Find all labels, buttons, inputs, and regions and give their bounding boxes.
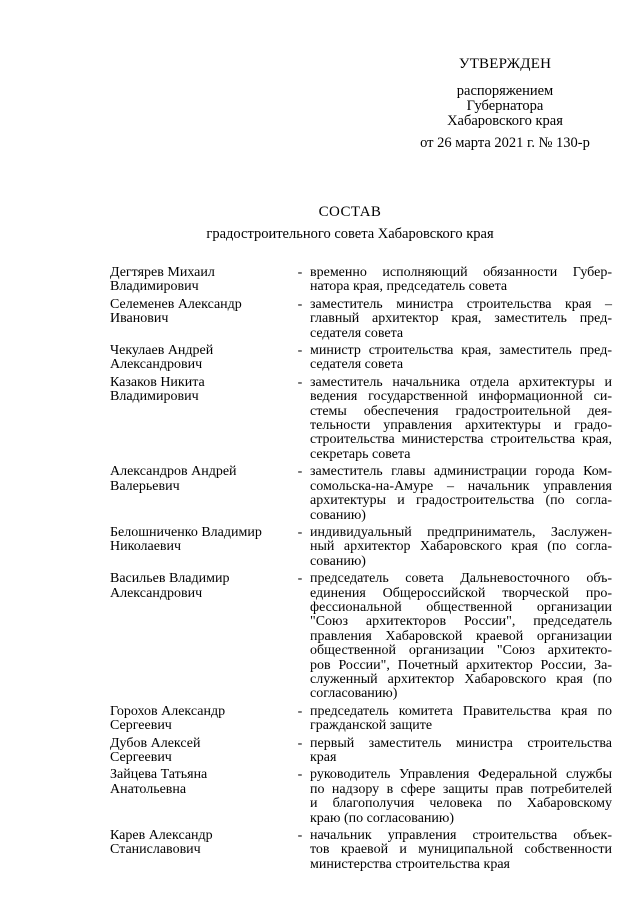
member-position-line: сомольска-на-Амуре – начальник управления	[310, 478, 612, 494]
member-name-line: Сергеевич	[110, 750, 172, 765]
member-position	[310, 344, 612, 373]
member-position-line: руководитель Управления Федеральной службы	[310, 767, 612, 783]
member-position-line: и благополучия человека по Хабаровскому	[310, 796, 612, 812]
member-dash: -	[297, 735, 303, 751]
member-name-line: Станиславович	[110, 842, 201, 858]
member-dash: -	[297, 343, 303, 359]
member-name-line: Анатольевна	[110, 781, 187, 797]
member-name-line: Карев Александр	[110, 828, 213, 844]
document-subtitle: градостроительного совета Хабаровского края	[206, 226, 494, 242]
member-position-line: седателя совета	[310, 357, 404, 373]
member-position-line: сованию)	[310, 507, 366, 523]
member-position-line: секретарь совета	[310, 446, 411, 462]
member-position-line: заместитель министра строительства края –	[310, 296, 612, 312]
member-row	[110, 572, 612, 702]
approval-line: распоряжением	[456, 83, 554, 99]
member-position-line: временно исполняющий обязанности Губер-	[310, 265, 612, 280]
member-name-line: Александров Андрей	[110, 464, 237, 480]
member-name	[110, 266, 290, 295]
member-name-line: Белошниченко Владимир	[110, 524, 262, 540]
member-row	[110, 829, 612, 872]
member-row	[110, 298, 612, 341]
member-position-line: первый заместитель министра строительства	[310, 735, 612, 751]
member-name-line: Зайцева Татьяна	[110, 767, 208, 783]
member-row	[110, 465, 612, 523]
member-position-line: заместитель начальника отдела архитектуры и	[310, 374, 612, 390]
member-position-line: ведения государственной информационной си-	[310, 389, 612, 405]
member-row	[110, 526, 612, 569]
member-position-line: седателя совета	[310, 325, 404, 341]
member-position-line: индивидуальный предприниматель, Заслужен-	[310, 524, 612, 540]
member-position-line: архитектуры и градостроительства (по согла-	[310, 493, 612, 509]
member-position	[310, 737, 612, 766]
member-position-line: строительства министерства строительства края,	[310, 432, 612, 448]
member-dash: -	[297, 296, 303, 312]
member-position-line: "Союз архитекторов России", председатель	[310, 614, 612, 630]
member-position	[310, 705, 612, 734]
member-row	[110, 737, 612, 766]
member-name-line: Владимирович	[110, 279, 199, 295]
member-dash: -	[297, 703, 303, 719]
member-name-line: Валерьевич	[110, 478, 180, 494]
member-position-line: гражданской защите	[310, 718, 433, 734]
member-position-line: края	[310, 750, 337, 765]
member-name	[110, 737, 290, 766]
member-position-line: тельности управления архитектуры и градо-	[310, 418, 612, 434]
member-dash: -	[297, 828, 303, 844]
member-position-line: стемы обеспечения градостроительной дея-	[310, 403, 612, 419]
member-position-line: председатель совета Дальневосточного объ-	[310, 571, 612, 587]
approval-block	[400, 57, 610, 151]
member-row	[110, 705, 612, 734]
member-name-line: Иванович	[110, 311, 169, 327]
member-name-line: Александрович	[110, 585, 203, 601]
member-position-line: краю (по согласованию)	[310, 810, 455, 826]
member-dash: -	[297, 464, 303, 480]
member-position-line: министр строительства края, заместитель пред-	[310, 343, 612, 359]
member-name-line: Чекулаев Андрей	[110, 343, 214, 359]
member-row	[110, 768, 612, 826]
member-position	[310, 572, 612, 702]
member-name	[110, 298, 290, 327]
member-dash: -	[297, 265, 303, 280]
member-name	[110, 344, 290, 373]
approved-heading: УТВЕРЖДЕН	[458, 56, 552, 72]
member-position-line: начальник управления строительства объек-	[310, 828, 612, 844]
member-position-line: сованию)	[310, 553, 366, 569]
member-position-line: натора края, председатель совета	[310, 279, 508, 295]
member-position-line: единения Общероссийской творческой про-	[310, 585, 612, 601]
member-position-line: председатель комитета Правительства края по	[310, 703, 612, 719]
member-position	[310, 266, 612, 295]
member-name-line: Николаевич	[110, 539, 182, 555]
approval-line: Хабаровского края	[447, 113, 563, 129]
member-name	[110, 572, 290, 601]
member-name-line: Дубов Алексей	[110, 735, 201, 751]
member-position-line: согласованию)	[310, 686, 398, 702]
member-name	[110, 829, 290, 858]
members-list	[110, 266, 612, 872]
member-position	[310, 298, 612, 341]
member-name-line: Горохов Александр	[110, 703, 226, 719]
member-position-line: заместитель главы администрации города Ком-	[310, 464, 612, 480]
member-position	[310, 526, 612, 569]
member-name	[110, 526, 290, 555]
approval-line: Губернатора	[466, 98, 544, 114]
document-title: СОСТАВ	[318, 204, 382, 220]
member-position-line: общественной организации "Союз архитекто-	[310, 643, 612, 659]
member-dash: -	[297, 571, 303, 587]
member-name-line: Васильев Владимир	[110, 571, 230, 587]
member-name-line: Селеменев Александр	[110, 296, 242, 312]
member-dash: -	[297, 767, 303, 783]
member-position-line: служенный архитектор Хабаровского края (по	[310, 671, 612, 687]
member-row	[110, 266, 612, 295]
approval-date: от 26 марта 2021 г. № 130-р	[420, 135, 590, 151]
member-position-line: фессиональной общественной организации	[310, 599, 612, 615]
member-position	[310, 376, 612, 462]
member-position-line: тов краевой и муниципальной собственности	[310, 842, 612, 858]
member-position	[310, 465, 612, 523]
member-position-line: правления Хабаровской краевой организации	[310, 628, 612, 644]
member-position-line: ный архитектор Хабаровского края (по согла-	[310, 539, 612, 555]
member-position-line: по надзору в сфере защиты прав потребителей	[310, 781, 612, 797]
member-name	[110, 465, 290, 494]
member-name-line: Сергеевич	[110, 718, 172, 734]
member-name	[110, 768, 290, 797]
member-position	[310, 829, 612, 872]
member-row	[110, 344, 612, 373]
member-position-line: министерства строительства края	[310, 856, 510, 872]
member-position-line: главный архитектор края, заместитель пред-	[310, 311, 612, 327]
member-dash: -	[297, 524, 303, 540]
member-name-line: Александрович	[110, 357, 203, 373]
member-dash: -	[297, 374, 303, 390]
member-position	[310, 768, 612, 826]
member-name-line: Казаков Никита	[110, 374, 205, 390]
member-row	[110, 376, 612, 462]
member-position-line: ров России", Почетный архитектор России, За-	[310, 657, 612, 673]
member-name-line: Владимирович	[110, 389, 199, 405]
member-name	[110, 376, 290, 405]
member-name	[110, 705, 290, 734]
member-name-line: Дегтярев Михаил	[110, 265, 215, 280]
